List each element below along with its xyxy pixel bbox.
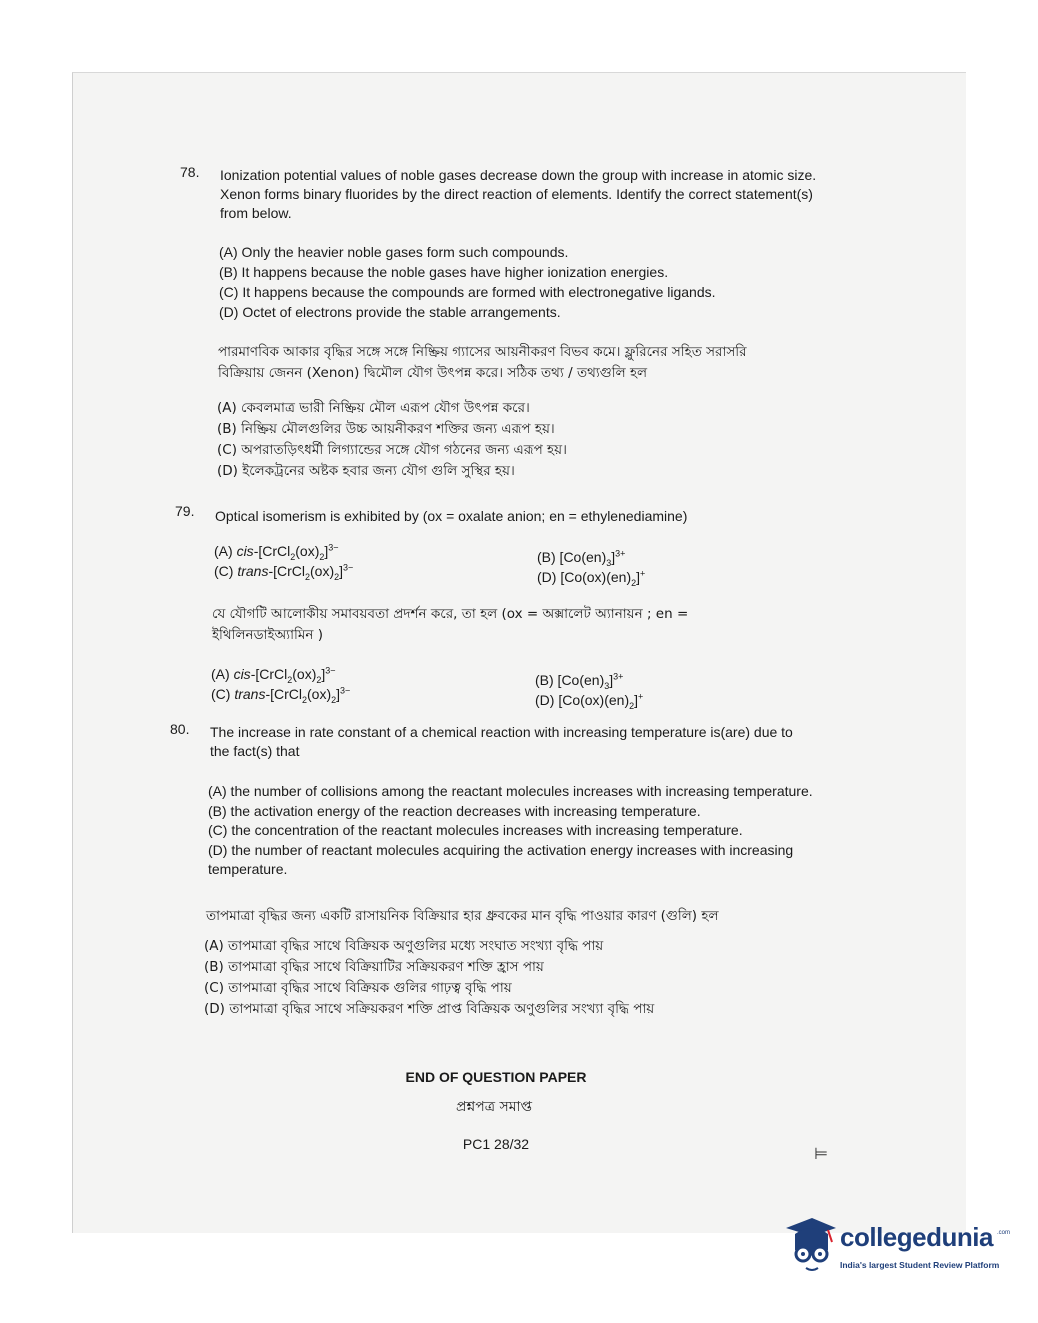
q78-bn-option-d: (D) ইলেকট্রনের অষ্টক হবার জন্য যৌগ গুলি সুস্থির হয়। bbox=[217, 463, 515, 479]
q80-option-d: (D) the number of reactant molecules acquiring the activation energy increases with increasing bbox=[208, 841, 794, 858]
q80-bn-option-b: (B) তাপমাত্রা বৃদ্ধির সাথে বিক্রিয়াটির সক্রিয়করণ শক্তি হ্রাস পায় bbox=[204, 959, 544, 975]
q78-stem-line-2: Xenon forms binary fluorides by the direct reaction of elements. Identify the correct statement(s) bbox=[220, 186, 813, 202]
q79-option-a: (A) cis-$[CrCl_2(ox)_2]^{3-}$ bbox=[214, 542, 339, 562]
q79-bn-option-d: (D) $[Co(ox)(en)_2]^+$ bbox=[535, 691, 644, 711]
margin-mark: ⊨ bbox=[814, 1146, 828, 1163]
end-of-paper-heading: END OF QUESTION PAPER bbox=[405, 1069, 587, 1085]
q80-option-b: (B) the activation energy of the reaction decreases with increasing temperature. bbox=[208, 802, 701, 819]
q79-number: 79. bbox=[175, 503, 195, 519]
q78-bn-option-b: (B) নিষ্ক্রিয় মৌলগুলির উচ্চ আয়নীকরণ শক্তির জন্য এরূপ হয়। bbox=[217, 421, 555, 437]
q80-option-c: (C) the concentration of the reactant molecules increases with increasing temperature. bbox=[208, 822, 743, 838]
q80-options bbox=[208, 782, 813, 880]
q80-number: 80. bbox=[170, 721, 190, 737]
q78-option-c: (C) It happens because the compounds are formed with electronegative ligands. bbox=[219, 284, 716, 300]
page-code: PC1 28/32 bbox=[462, 1136, 530, 1152]
q78-option-b: (B) It happens because the noble gases have higher ionization energies. bbox=[219, 264, 669, 280]
q79-options-right bbox=[537, 547, 645, 587]
q79-bn-stem-line-1: যে যৌগটি আলোকীয় সমাবয়বতা প্রদর্শন করে, তা হল (ox = অক্সালেট অ্যানায়ন ; en = bbox=[212, 606, 689, 622]
q79-option-b: (B) $[Co(en)_3]^{3+}$ bbox=[537, 548, 626, 568]
q78-bn-option-c: (C) অপরাতড়িৎধর্মী লিগ্যান্ডের সঙ্গে যৌগ গঠনের জন্য এরূপ হয়। bbox=[217, 442, 567, 458]
q80-option-d-continued: temperature. bbox=[208, 861, 288, 877]
q78-option-a: (A) Only the heavier noble gases form such compounds. bbox=[219, 244, 569, 260]
q78-stem-line-3: from below. bbox=[220, 205, 292, 221]
q78-stem-line-1: Ionization potential values of noble gases decrease down the group with increase in atomic size. bbox=[220, 167, 817, 183]
q78-bn-option-a: (A) কেবলমাত্র ভারী নিষ্ক্রিয় মৌল এরূপ যৌগ উৎপন্ন করে। bbox=[217, 400, 530, 416]
q79-bn-options-right bbox=[535, 670, 643, 710]
q78-bengali-options bbox=[217, 398, 567, 482]
logo-tagline: India's largest Student Review Platform bbox=[840, 1260, 1000, 1270]
q79-bn-option-c: (C) trans-$[CrCl_2(ox)_2]^{3-}$ bbox=[211, 685, 351, 705]
q80-bengali-stem: তাপমাত্রা বৃদ্ধির জন্য একটি রাসায়নিক বিক্রিয়ার হার ধ্রুবকের মান বৃদ্ধি পাওয়ার কারণ (গুলি) হল bbox=[206, 908, 719, 924]
q80-option-a: (A) the number of collisions among the reactant molecules increases with increasing temperature. bbox=[208, 783, 813, 799]
q78-stem bbox=[220, 166, 816, 223]
q79-bn-stem-line-2: ইথিলিনডাইঅ্যামিন ) bbox=[212, 627, 323, 643]
q80-stem bbox=[210, 723, 793, 761]
q80-bengali-options bbox=[204, 936, 654, 1020]
q79-bengali-stem bbox=[212, 604, 688, 646]
q79-bn-options-left bbox=[211, 664, 350, 704]
q80-stem-line-2: the fact(s) that bbox=[210, 743, 300, 759]
q80-stem-line-1: The increase in rate constant of a chemical reaction with increasing temperature is(are) due to bbox=[210, 724, 793, 740]
q80-bn-option-d: (D) তাপমাত্রা বৃদ্ধির সাথে সক্রিয়করণ শক্তি প্রাপ্ত বিক্রিয়ক অণুগুলির সংখ্যা বৃদ্ধি পায় bbox=[204, 1001, 655, 1017]
end-of-paper-bengali: প্রশ্নপত্র সমাপ্ত bbox=[455, 1099, 533, 1115]
collegedunia-logo[interactable] bbox=[782, 1214, 1018, 1280]
q78-option-d: (D) Octet of electrons provide the stable arrangements. bbox=[219, 304, 561, 320]
q79-option-c: (C) trans-$[CrCl_2(ox)_2]^{3-}$ bbox=[214, 562, 354, 582]
q80-bn-option-a: (A) তাপমাত্রা বৃদ্ধির সাথে বিক্রিয়ক অণুগুলির মধ্যে সংঘাত সংখ্যা বৃদ্ধি পায় bbox=[204, 938, 604, 954]
q79-stem: Optical isomerism is exhibited by (ox = oxalate anion; en = ethylenediamine) bbox=[215, 508, 688, 524]
q78-bengali-stem bbox=[218, 342, 747, 384]
q79-options-left bbox=[214, 541, 353, 581]
logo-com-suffix: .com bbox=[997, 1230, 1011, 1236]
logo-wordmark: collegedunia bbox=[840, 1222, 993, 1252]
q79-bn-option-b: (B) $[Co(en)_3]^{3+}$ bbox=[535, 671, 624, 691]
q79-option-d: (D) $[Co(ox)(en)_2]^+$ bbox=[537, 568, 646, 588]
graduate-mascot-icon bbox=[782, 1214, 838, 1280]
q80-bn-option-c: (C) তাপমাত্রা বৃদ্ধির সাথে বিক্রিয়ক গুলির গাঢ়ত্ব বৃদ্ধি পায় bbox=[204, 980, 512, 996]
q78-number: 78. bbox=[180, 164, 200, 180]
q78-options bbox=[219, 242, 716, 322]
q79-bn-option-a: (A) cis-$[CrCl_2(ox)_2]^{3-}$ bbox=[211, 665, 336, 685]
q78-bn-stem-line-2: বিক্রিয়ায় জেনন (Xenon) দ্বিমৌল যৌগ উৎপন্ন করে। সঠিক তথ্য / তথ্যগুলি হল bbox=[218, 365, 648, 381]
q78-bn-stem-line-1: পারমাণবিক আকার বৃদ্ধির সঙ্গে সঙ্গে নিষ্ক্রিয় গ্যাসের আয়নীকরণ বিভব কমে। ফ্লুরিনের সহিত সরাসরি bbox=[218, 344, 747, 360]
